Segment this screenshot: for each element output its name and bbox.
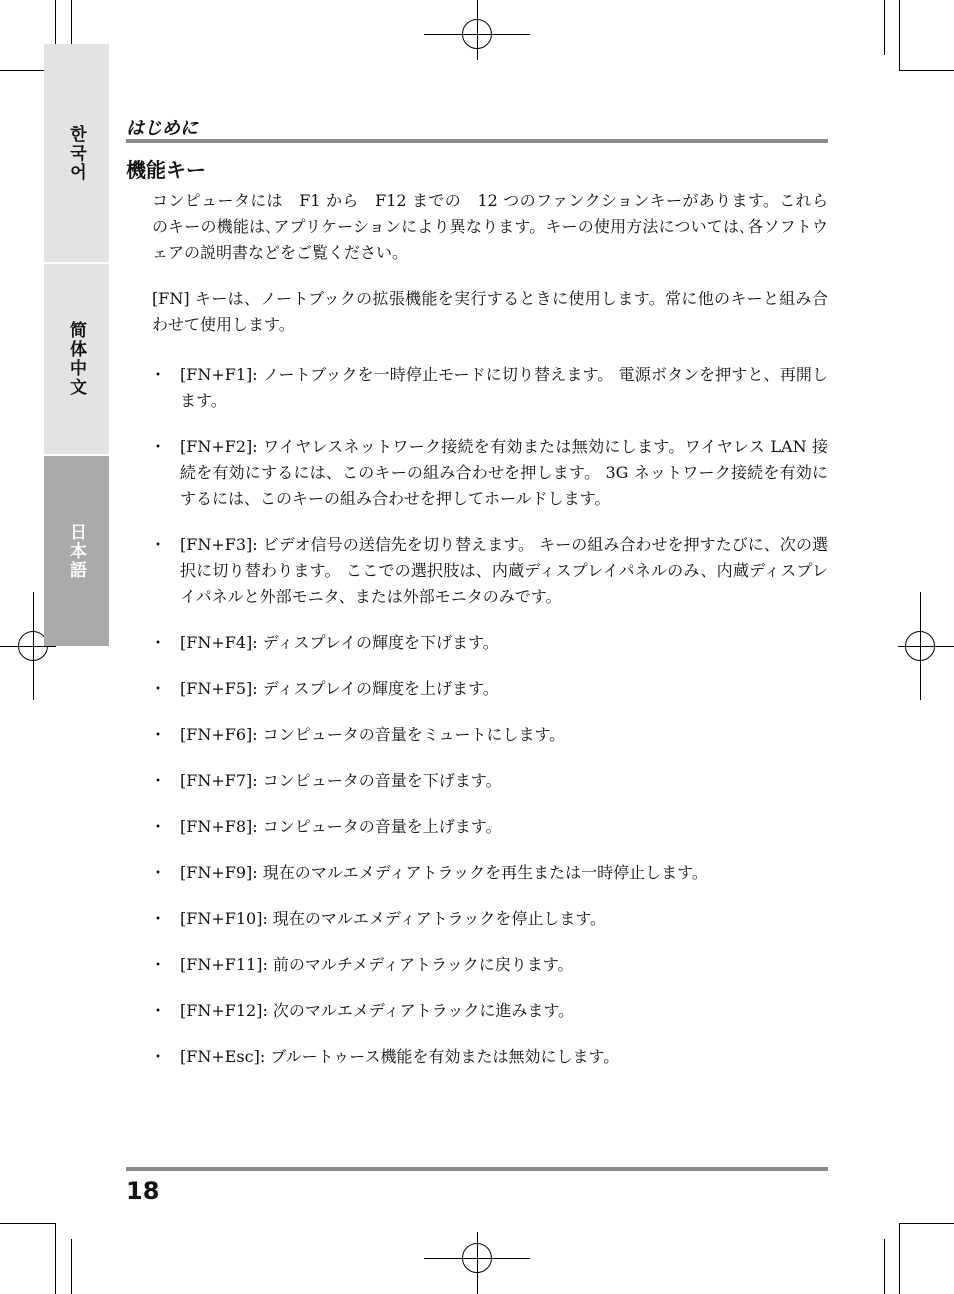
- list-item: [152, 362, 828, 414]
- function-key-description: コンピュータの音量を下げます。: [257, 771, 502, 790]
- crop-mark: [884, 0, 885, 55]
- function-key-description: コンピュータの音量をミュートにします。: [257, 725, 566, 744]
- header-rule: [126, 139, 828, 143]
- crop-mark: [899, 1223, 900, 1294]
- list-item: [152, 814, 828, 840]
- crop-mark: [55, 1223, 56, 1294]
- function-key-label: [FN+F12]:: [180, 1001, 268, 1020]
- function-key-label: [FN+Esc]:: [180, 1047, 266, 1066]
- tab-simplified-chinese[interactable]: [44, 264, 109, 454]
- list-item: [152, 1044, 828, 1070]
- function-key-description: コンピュータの音量を上げます。: [257, 817, 502, 836]
- tab-korean[interactable]: [44, 44, 109, 262]
- function-key-label: [FN+F8]:: [180, 817, 258, 836]
- function-key-description: 前のマルチメディアトラックに戻ります。: [267, 955, 574, 974]
- crop-mark: [0, 1223, 55, 1224]
- tab-japanese[interactable]: [44, 456, 109, 646]
- function-key-description: 現在のマルエメディアトラックを再生または一時停止します。: [257, 863, 708, 882]
- function-key-label: [FN+F6]:: [180, 725, 258, 744]
- crop-mark: [899, 0, 900, 70]
- list-item: [152, 768, 828, 794]
- tab-label: 한국어: [66, 124, 86, 182]
- function-key-description: 次のマルエメディアトラックに進みます。: [267, 1001, 575, 1020]
- list-item: [152, 434, 828, 512]
- function-key-label: [FN+F2]:: [180, 437, 258, 456]
- intro-paragraph: [FN] キーは、ノートブックの拡張機能を実行するときに使用します。常に他のキーと組み合わせて使用します。: [152, 289, 828, 334]
- intro-paragraph: コンピュータには F1 から F12 までの 12 つのファンクションキーがあります。これらのキーの機能は､アプリケーションにより異なります。キーの使用方法については､各ソフトウェアの説明書などをご覧ください。: [152, 191, 828, 262]
- crop-mark: [884, 1239, 885, 1294]
- footer-rule: [126, 1167, 828, 1171]
- list-item: [152, 630, 828, 656]
- registration-circle: [462, 1243, 492, 1273]
- function-key-label: [FN+F3]:: [180, 535, 258, 554]
- page-number: 18: [126, 1177, 160, 1205]
- list-item: [152, 952, 828, 978]
- tab-label: 日本語: [66, 522, 86, 580]
- page-title: 機能キー: [126, 158, 206, 182]
- list-item: [152, 532, 828, 610]
- crop-mark: [899, 1223, 954, 1224]
- function-key-label: [FN+F7]:: [180, 771, 258, 790]
- main-content: [152, 188, 828, 1090]
- function-key-description: ブルートゥース機能を有効または無効にします。: [265, 1047, 620, 1066]
- function-key-label: [FN+F1]:: [180, 365, 258, 384]
- function-key-label: [FN+F10]:: [180, 909, 268, 928]
- registration-circle: [905, 631, 935, 661]
- language-tabs: [44, 44, 109, 646]
- crop-mark: [71, 1239, 72, 1294]
- function-key-description: 現在のマルエメディアトラックを停止します。: [267, 909, 607, 928]
- function-key-label: [FN+F5]:: [180, 679, 258, 698]
- list-item: [152, 906, 828, 932]
- function-key-label: [FN+F4]:: [180, 633, 258, 652]
- tab-label: 简体中文: [66, 321, 86, 397]
- list-item: [152, 998, 828, 1024]
- function-key-description: ディスプレイの輝度を下げます。: [257, 633, 499, 652]
- function-key-description: ワイヤレスネットワーク接続を有効または無効にします。ワイヤレス LAN 接続を有効にするには、このキーの組み合わせを押します。 3G ネットワーク接続を有効にするには、このキーの組み合わせを押してホールドします。: [180, 437, 828, 508]
- list-item: [152, 722, 828, 748]
- function-key-label: [FN+F9]:: [180, 863, 258, 882]
- list-item: [152, 676, 828, 702]
- function-key-description: ノートブックを一時停止モードに切り替えます。 電源ボタンを押すと、再開します。: [180, 365, 828, 410]
- crop-mark: [899, 70, 954, 71]
- list-item: [152, 860, 828, 886]
- registration-circle: [462, 19, 492, 49]
- function-key-description: ディスプレイの輝度を上げます。: [257, 679, 499, 698]
- function-key-list: [152, 362, 828, 1070]
- function-key-description: ビデオ信号の送信先を切り替えます。 キーの組み合わせを押すたびに、次の選択に切り替わります。 ここでの選択肢は、内蔵ディスプレイパネルのみ、内蔵ディスプレイパネルと外部モニタ、または外部モニタのみです。: [180, 535, 828, 606]
- function-key-label: [FN+F11]:: [180, 955, 268, 974]
- section-header: はじめに: [126, 118, 198, 139]
